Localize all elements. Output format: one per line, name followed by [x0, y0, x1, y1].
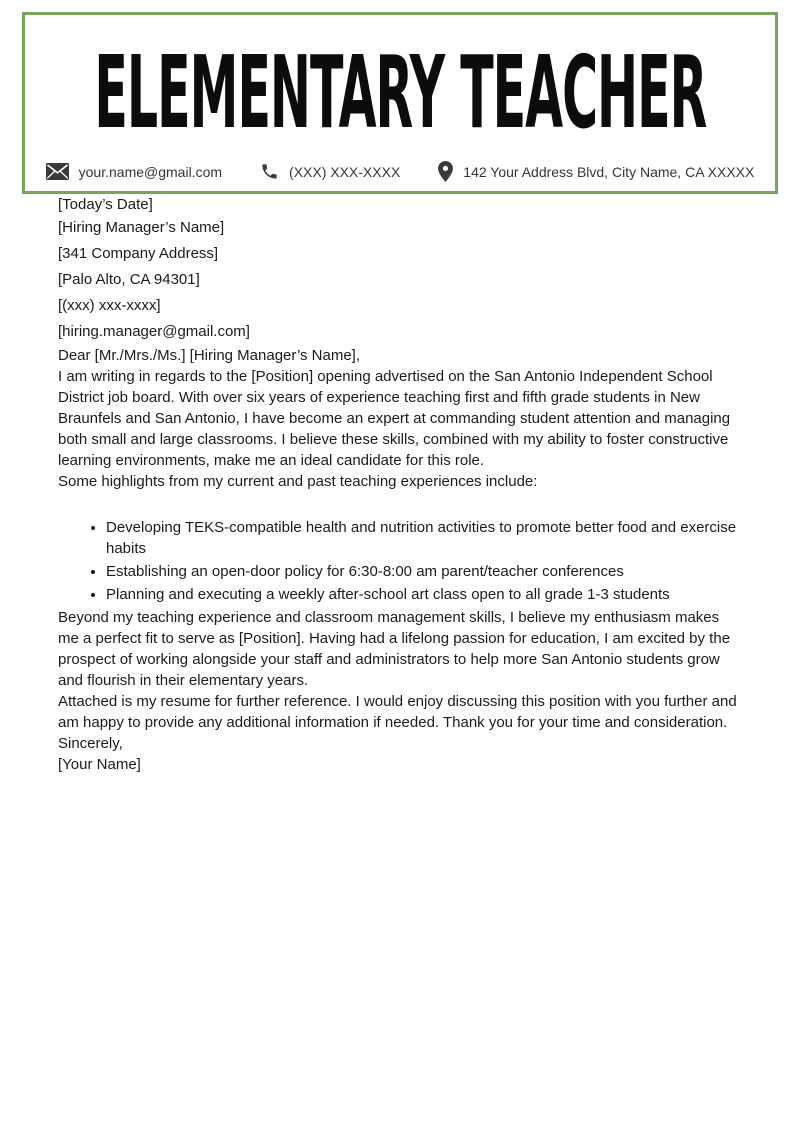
- letterhead: [22, 12, 778, 194]
- email-icon: [46, 163, 69, 180]
- recipient-name: [Hiring Manager’s Name]: [58, 219, 225, 236]
- address-text: 142 Your Address Blvd, City Name, CA XXXXX: [463, 163, 755, 180]
- contact-bar: [25, 161, 775, 182]
- recipient-phone: [(xxx) xxx-xxxx]: [58, 297, 161, 314]
- salutation: Dear [Mr./Mrs./Ms.] [Hiring Manager’s Name],: [58, 347, 361, 364]
- letterhead-title-row: [25, 34, 775, 151]
- location-icon: [438, 161, 453, 182]
- highlight-item: • Planning and executing a weekly after-school art class open to all grade 1-3 students: [106, 584, 744, 605]
- signoff: Sincerely,: [58, 735, 123, 752]
- contact-email: [46, 163, 222, 180]
- recipient-email: [hiring.manager@gmail.com]: [58, 323, 250, 340]
- highlight-item: • Establishing an open-door policy for 6:30-8:00 am parent/teacher conferences: [106, 561, 744, 582]
- highlight-item: • Developing TEKS-compatible health and nutrition activities to promote better food and exercise habits: [106, 517, 744, 559]
- recipient-address: [341 Company Address]: [58, 245, 219, 262]
- highlights-lead: Some highlights from my current and past teaching experiences include:: [58, 473, 538, 490]
- highlights-list: [58, 517, 744, 605]
- recipient-block: [58, 215, 744, 345]
- phone-icon: [260, 162, 279, 181]
- date-line: [Today’s Date]: [58, 196, 153, 213]
- page-title: ELEMENTARY TEACHER: [94, 34, 706, 151]
- paragraph-intro: I am writing in regards to the [Position] opening advertised on the San Antonio Independent School District job board. With over six years of experience teaching first and fifth grade students in New Braunfels and San Antonio, I have become an expert at commanding student attention and managing both small and large classrooms. I believe these skills, combined with my ability to foster constructive learning environments, make me an ideal candidate for this role.: [58, 368, 731, 469]
- letter-body: [58, 194, 744, 775]
- signature: [Your Name]: [58, 756, 141, 773]
- paragraph-closing: Beyond my teaching experience and classroom management skills, I believe my enthusiasm makes me a perfect fit to serve as [Position]. Having had a lifelong passion for education, I am excited by the prospect of working alongside your staff and administrators to help more San Antonio students grow and flourish in their elementary years.: [58, 609, 731, 689]
- email-text: your.name@gmail.com: [78, 163, 223, 180]
- recipient-city: [Palo Alto, CA 94301]: [58, 271, 200, 288]
- paragraph-thanks: Attached is my resume for further reference. I would enjoy discussing this position with you further and am happy to provide any additional information if needed. Thank you for your time and consideration.: [58, 693, 737, 731]
- phone-text: (XXX) XXX-XXXX: [289, 163, 401, 180]
- contact-address: [438, 161, 754, 182]
- contact-phone: [260, 162, 400, 181]
